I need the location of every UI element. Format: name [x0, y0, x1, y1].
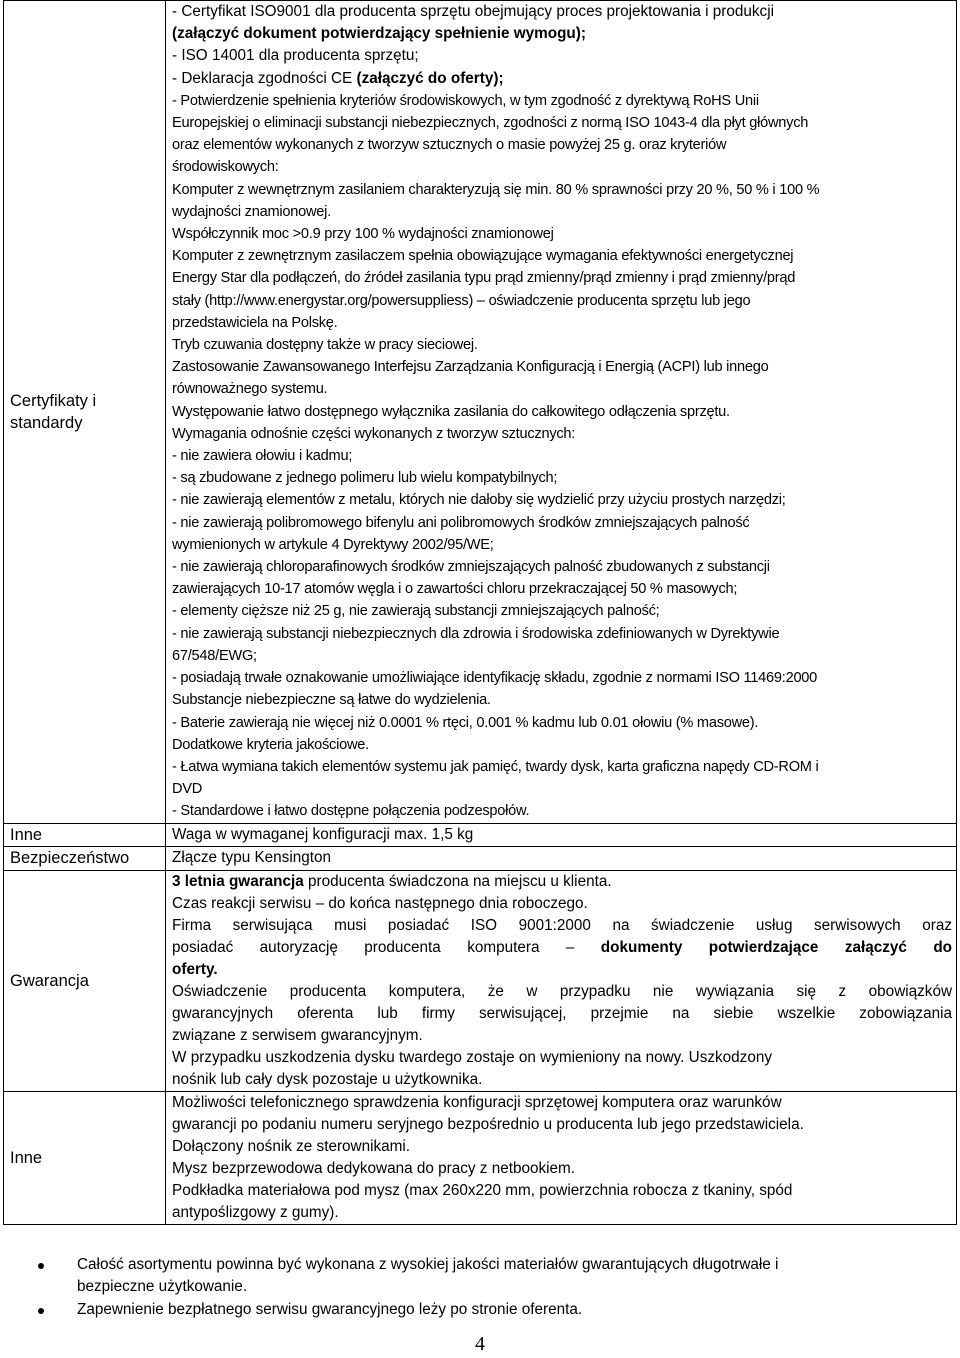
text-line: DVD — [172, 781, 203, 798]
text-line: - nie zawierają polibromowego bifenylu ani polibromowych środków zmniejszających palność — [172, 514, 750, 531]
text-line: wydajności znamionowej. — [172, 203, 331, 220]
text-line: przedstawiciela na Polskę. — [172, 314, 338, 331]
row-label: Inne — [4, 823, 166, 846]
row-label: Certyfikaty i standardy — [4, 1, 166, 824]
text-line: - nie zawierają substancji niebezpiecznych dla zdrowia i środowiska zdefiniowanych w Dyrektywie — [172, 625, 780, 642]
bullet-item — [0, 1254, 960, 1298]
row-certificates — [4, 1, 957, 824]
row-label: Gwarancja — [4, 870, 166, 1091]
text-line: - Łatwa wymiana takich elementów systemu jak pamięć, twardy dysk, karta graficzna napędy CD-ROM i — [172, 758, 819, 775]
bullet-item — [0, 1299, 960, 1321]
text-line: związane z serwisem gwarancyjnym. — [172, 1026, 423, 1044]
text-line: Współczynnik moc >0.9 przy 100 % wydajności znamionowej — [172, 226, 554, 243]
text-line: nośnik lub cały dysk pozostaje u użytkownika. — [172, 1070, 483, 1088]
row-label: Inne — [4, 1091, 166, 1224]
text-line: Firma serwisująca musi posiadać ISO 9001:2000 na świadczenie usług serwisowych oraz — [172, 916, 952, 934]
text-line: Możliwości telefonicznego sprawdzenia konfiguracji sprzętowej komputera oraz warunków — [172, 1093, 782, 1111]
text-line: - nie zawierają elementów z metalu, których nie dałoby się wydzielić przy użyciu prostych narzędzi; — [172, 492, 786, 509]
page-number: 4 — [475, 1333, 485, 1355]
text-line: - elementy cięższe niż 25 g, nie zawierają substancji zmniejszających palność; — [172, 603, 660, 620]
text-line: - są zbudowane z jednego polimeru lub wielu kompatybilnych; — [172, 470, 558, 487]
text-line: - Certyfikat ISO9001 dla producenta sprzętu obejmujący proces projektowania i produkcji — [172, 3, 774, 20]
text-line: stały (http://www.energystar.org/powersuppliess) – oświadczenie producenta sprzętu lub jego — [172, 292, 751, 309]
text-line: oraz elementów wykonanych z tworzyw sztucznych o masie powyżej 25 g. oraz kryteriów — [172, 137, 727, 154]
row-warranty — [4, 870, 957, 1091]
text-span: producenta świadczona na miejscu u klienta. — [303, 872, 612, 890]
bullet-list — [0, 1254, 960, 1321]
text-line: - Baterie zawierają nie więcej niż 0.0001 % rtęci, 0.001 % kadmu lub 0.01 ołowiu (% masowe). — [172, 714, 759, 731]
text-line: Podkładka materiałowa pod mysz (max 260x220 mm, powierzchnia robocza z tkaniny, spód — [172, 1181, 793, 1199]
text-line: Dołączony nośnik ze sterownikami. — [172, 1137, 411, 1155]
bullet-line: bezpieczne użytkowanie. — [77, 1278, 248, 1295]
text-line: wymienionych w artykule 4 Dyrektywy 2002/95/WE; — [172, 536, 494, 553]
text-line: - nie zawierają chloroparafinowych środków zmniejszających palność zbudowanych z substancji — [172, 559, 770, 576]
bullet-icon — [38, 1308, 44, 1314]
text-line: 67/548/EWG; — [172, 647, 257, 664]
text-span: - Deklaracja zgodności CE — [172, 69, 357, 87]
text-line: antypoślizgowy z gumy). — [172, 1203, 339, 1221]
bold-text: (załączyć do oferty); — [356, 69, 504, 87]
text-line: Dodatkowe kryteria jakościowe. — [172, 736, 369, 753]
text-line: środowiskowych: — [172, 159, 279, 176]
text-line — [172, 937, 952, 959]
text-line: gwarancji po podaniu numeru seryjnego bezpośrednio u producenta lub jego przedstawiciela. — [172, 1115, 804, 1133]
text-line: zawierających 10-17 atomów węgla i o zawartości chloru przekraczającej 50 % masowych; — [172, 581, 738, 598]
bold-text: oferty. — [172, 960, 218, 978]
text-line: Mysz bezprzewodowa dedykowana do pracy z netbookiem. — [172, 1159, 576, 1177]
row-other-2 — [4, 1091, 957, 1224]
text-line: gwarancyjnych oferenta lub firmy serwisującej, przejmie na siebie wszelkie zobowiązania — [172, 1004, 952, 1022]
bold-text: (załączyć dokument potwierdzający spełnienie wymogu); — [172, 25, 586, 43]
text-line: Oświadczenie producenta komputera, że w przypadku nie wywiązania się z obowiązków — [172, 982, 952, 1000]
text-span: posiadać autoryzację producenta komputera – — [172, 938, 601, 956]
text-line — [172, 959, 952, 981]
security-requirement: Złącze typu Kensington — [166, 846, 957, 870]
other-content — [166, 1091, 957, 1224]
bullet-icon — [38, 1263, 44, 1269]
bold-text: 3 letnia gwarancja — [172, 872, 304, 890]
text-line: Energy Star dla podłączeń, do źródeł zasilania typu prąd zmienny/prąd zmienny i prąd zmienny/prąd — [172, 270, 796, 287]
row-label: Bezpieczeństwo — [4, 846, 166, 870]
text-line: - posiadają trwałe oznakowanie umożliwiające identyfikację składu, zgodnie z normami ISO 11469:2000 — [172, 670, 818, 687]
warranty-content — [166, 870, 957, 1091]
text-line: - Potwierdzenie spełnienia kryteriów środowiskowych, w tym zgodność z dyrektywą RoHS Unii — [172, 92, 759, 109]
specification-table — [3, 0, 957, 1225]
text-line: Czas reakcji serwisu – do końca następnego dnia roboczego. — [172, 894, 588, 912]
text-line: - nie zawiera ołowiu i kadmu; — [172, 448, 353, 465]
certificates-content — [166, 1, 957, 824]
text-line: równoważnego systemu. — [172, 381, 328, 398]
weight-requirement: Waga w wymaganej konfiguracji max. 1,5 kg — [166, 823, 957, 846]
text-line: - Standardowe i łatwo dostępne połączenia podzespołów. — [172, 803, 530, 820]
text-line: Komputer z zewnętrznym zasilaczem spełnia obowiązujące wymagania efektywności energetycznej — [172, 248, 794, 265]
bullet-line: Zapewnienie bezpłatnego serwisu gwarancyjnego leży po stronie oferenta. — [77, 1301, 583, 1318]
text-line: Tryb czuwania dostępny także w pracy sieciowej. — [172, 337, 478, 354]
text-line: Występowanie łatwo dostępnego wyłącznika zasilania do całkowitego odłączenia sprzętu. — [172, 403, 730, 420]
text-line: W przypadku uszkodzenia dysku twardego zostaje on wymieniony na nowy. Uszkodzony — [172, 1048, 772, 1066]
bullet-line: Całość asortymentu powinna być wykonana z wysokiej jakości materiałów gwarantujących długotrwałe i — [77, 1256, 779, 1273]
row-other — [4, 823, 957, 846]
text-line — [172, 871, 952, 893]
text-line: Wymagania odnośnie części wykonanych z tworzyw sztucznych: — [172, 425, 576, 442]
row-security — [4, 846, 957, 870]
bold-text: dokumenty potwierdzające załączyć do — [600, 938, 952, 956]
text-line: - ISO 14001 dla producenta sprzętu; — [172, 47, 419, 65]
text-line — [172, 23, 952, 45]
text-line: Komputer z wewnętrznym zasilaniem charakteryzują się min. 80 % sprawności przy 20 %, 50 % i 100 % — [172, 181, 820, 198]
text-line: Europejskiej o eliminacji substancji niebezpiecznych, zgodności z normą ISO 1043-4 dla płyt głównych — [172, 115, 809, 132]
text-line: Substancje niebezpieczne są łatwe do wydzielenia. — [172, 692, 491, 709]
text-line: Zastosowanie Zawansowanego Interfejsu Zarządzania Konfiguracją i Energią (ACPI) lub innego — [172, 359, 769, 376]
text-line — [172, 68, 952, 90]
